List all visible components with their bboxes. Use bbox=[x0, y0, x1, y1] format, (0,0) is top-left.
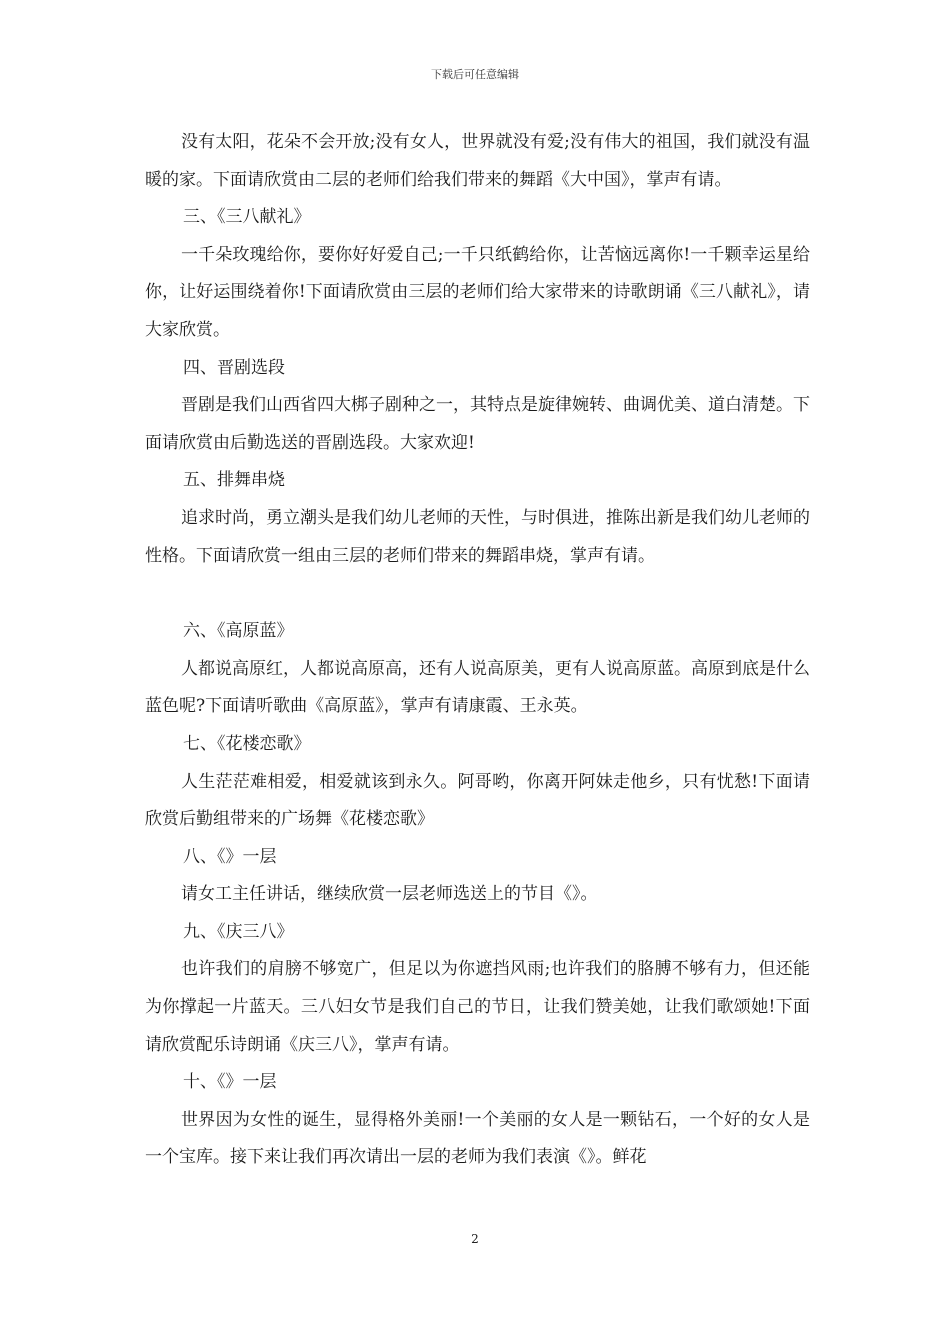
section-heading: 六、《高原蓝》 bbox=[183, 621, 294, 642]
section-heading: 七、《花楼恋歌》 bbox=[183, 733, 311, 754]
paragraph: 晋剧是我们山西省四大梆子剧种之一，其特点是旋律婉转、曲调优美、道白清楚。下面请欣赏由后勤选送的晋剧选段。大家欢迎! bbox=[145, 395, 810, 453]
blank-line bbox=[145, 575, 810, 613]
paragraph: 人都说高原红，人都说高原高，还有人说高原美，更有人说高原蓝。高原到底是什么蓝色呢?下面请听歌曲《高原蓝》，掌声有请康霞、王永英。 bbox=[145, 658, 810, 717]
section-heading: 八、《》一层 bbox=[183, 846, 277, 867]
section-heading: 十、《》一层 bbox=[183, 1072, 277, 1093]
section-heading: 五、排舞串烧 bbox=[183, 470, 285, 491]
paragraph: 追求时尚，勇立潮头是我们幼儿老师的天性，与时俱进，推陈出新是我们幼儿老师的性格。下面请欣赏一组由三层的老师们带来的舞蹈串烧，掌声有请。 bbox=[145, 507, 810, 566]
section-heading: 四、晋剧选段 bbox=[183, 357, 285, 378]
paragraph: 世界因为女性的诞生，显得格外美丽!一个美丽的女人是一颗钻石，一个好的女人是一个宝库。接下来让我们再次请出一层的老师为我们表演《》。鲜花 bbox=[145, 1109, 810, 1168]
page-number: 2 bbox=[471, 1232, 479, 1246]
section-heading: 九、《庆三八》 bbox=[183, 921, 294, 942]
paragraph: 请女工主任讲话，继续欣赏一层老师选送上的节目《》。 bbox=[181, 884, 598, 905]
header-note: 下载后可任意编辑 bbox=[431, 68, 519, 81]
paragraph: 没有太阳，花朵不会开放;没有女人，世界就没有爱;没有伟大的祖国，我们就没有温暖的家。下面请欣赏由二层的老师们给我们带来的舞蹈《大中国》，掌声有请。 bbox=[145, 132, 810, 190]
paragraph: 人生茫茫难相爱，相爱就该到永久。阿哥哟，你离开阿妹走他乡，只有忧愁!下面请欣赏后勤组带来的广场舞《花楼恋歌》 bbox=[145, 771, 810, 830]
paragraph: 一千朵玫瑰给你，要你好好爱自己;一千只纸鹤给你，让苦恼远离你!一千颗幸运星给你，让好运围绕着你!下面请欣赏由三层的老师们给大家带来的诗歌朗诵《三八献礼》，请大家欣赏。 bbox=[145, 244, 810, 340]
section-heading: 三、《三八献礼》 bbox=[183, 207, 311, 228]
paragraph: 也许我们的肩膀不够宽广，但足以为你遮挡风雨;也许我们的胳膊不够有力，但还能为你撑起一片蓝天。三八妇女节是我们自己的节日，让我们赞美她，让我们歌颂她!下面请欣赏配乐诗朗诵《庆三八》，掌声有请。 bbox=[145, 959, 810, 1055]
document-body bbox=[145, 124, 810, 1177]
